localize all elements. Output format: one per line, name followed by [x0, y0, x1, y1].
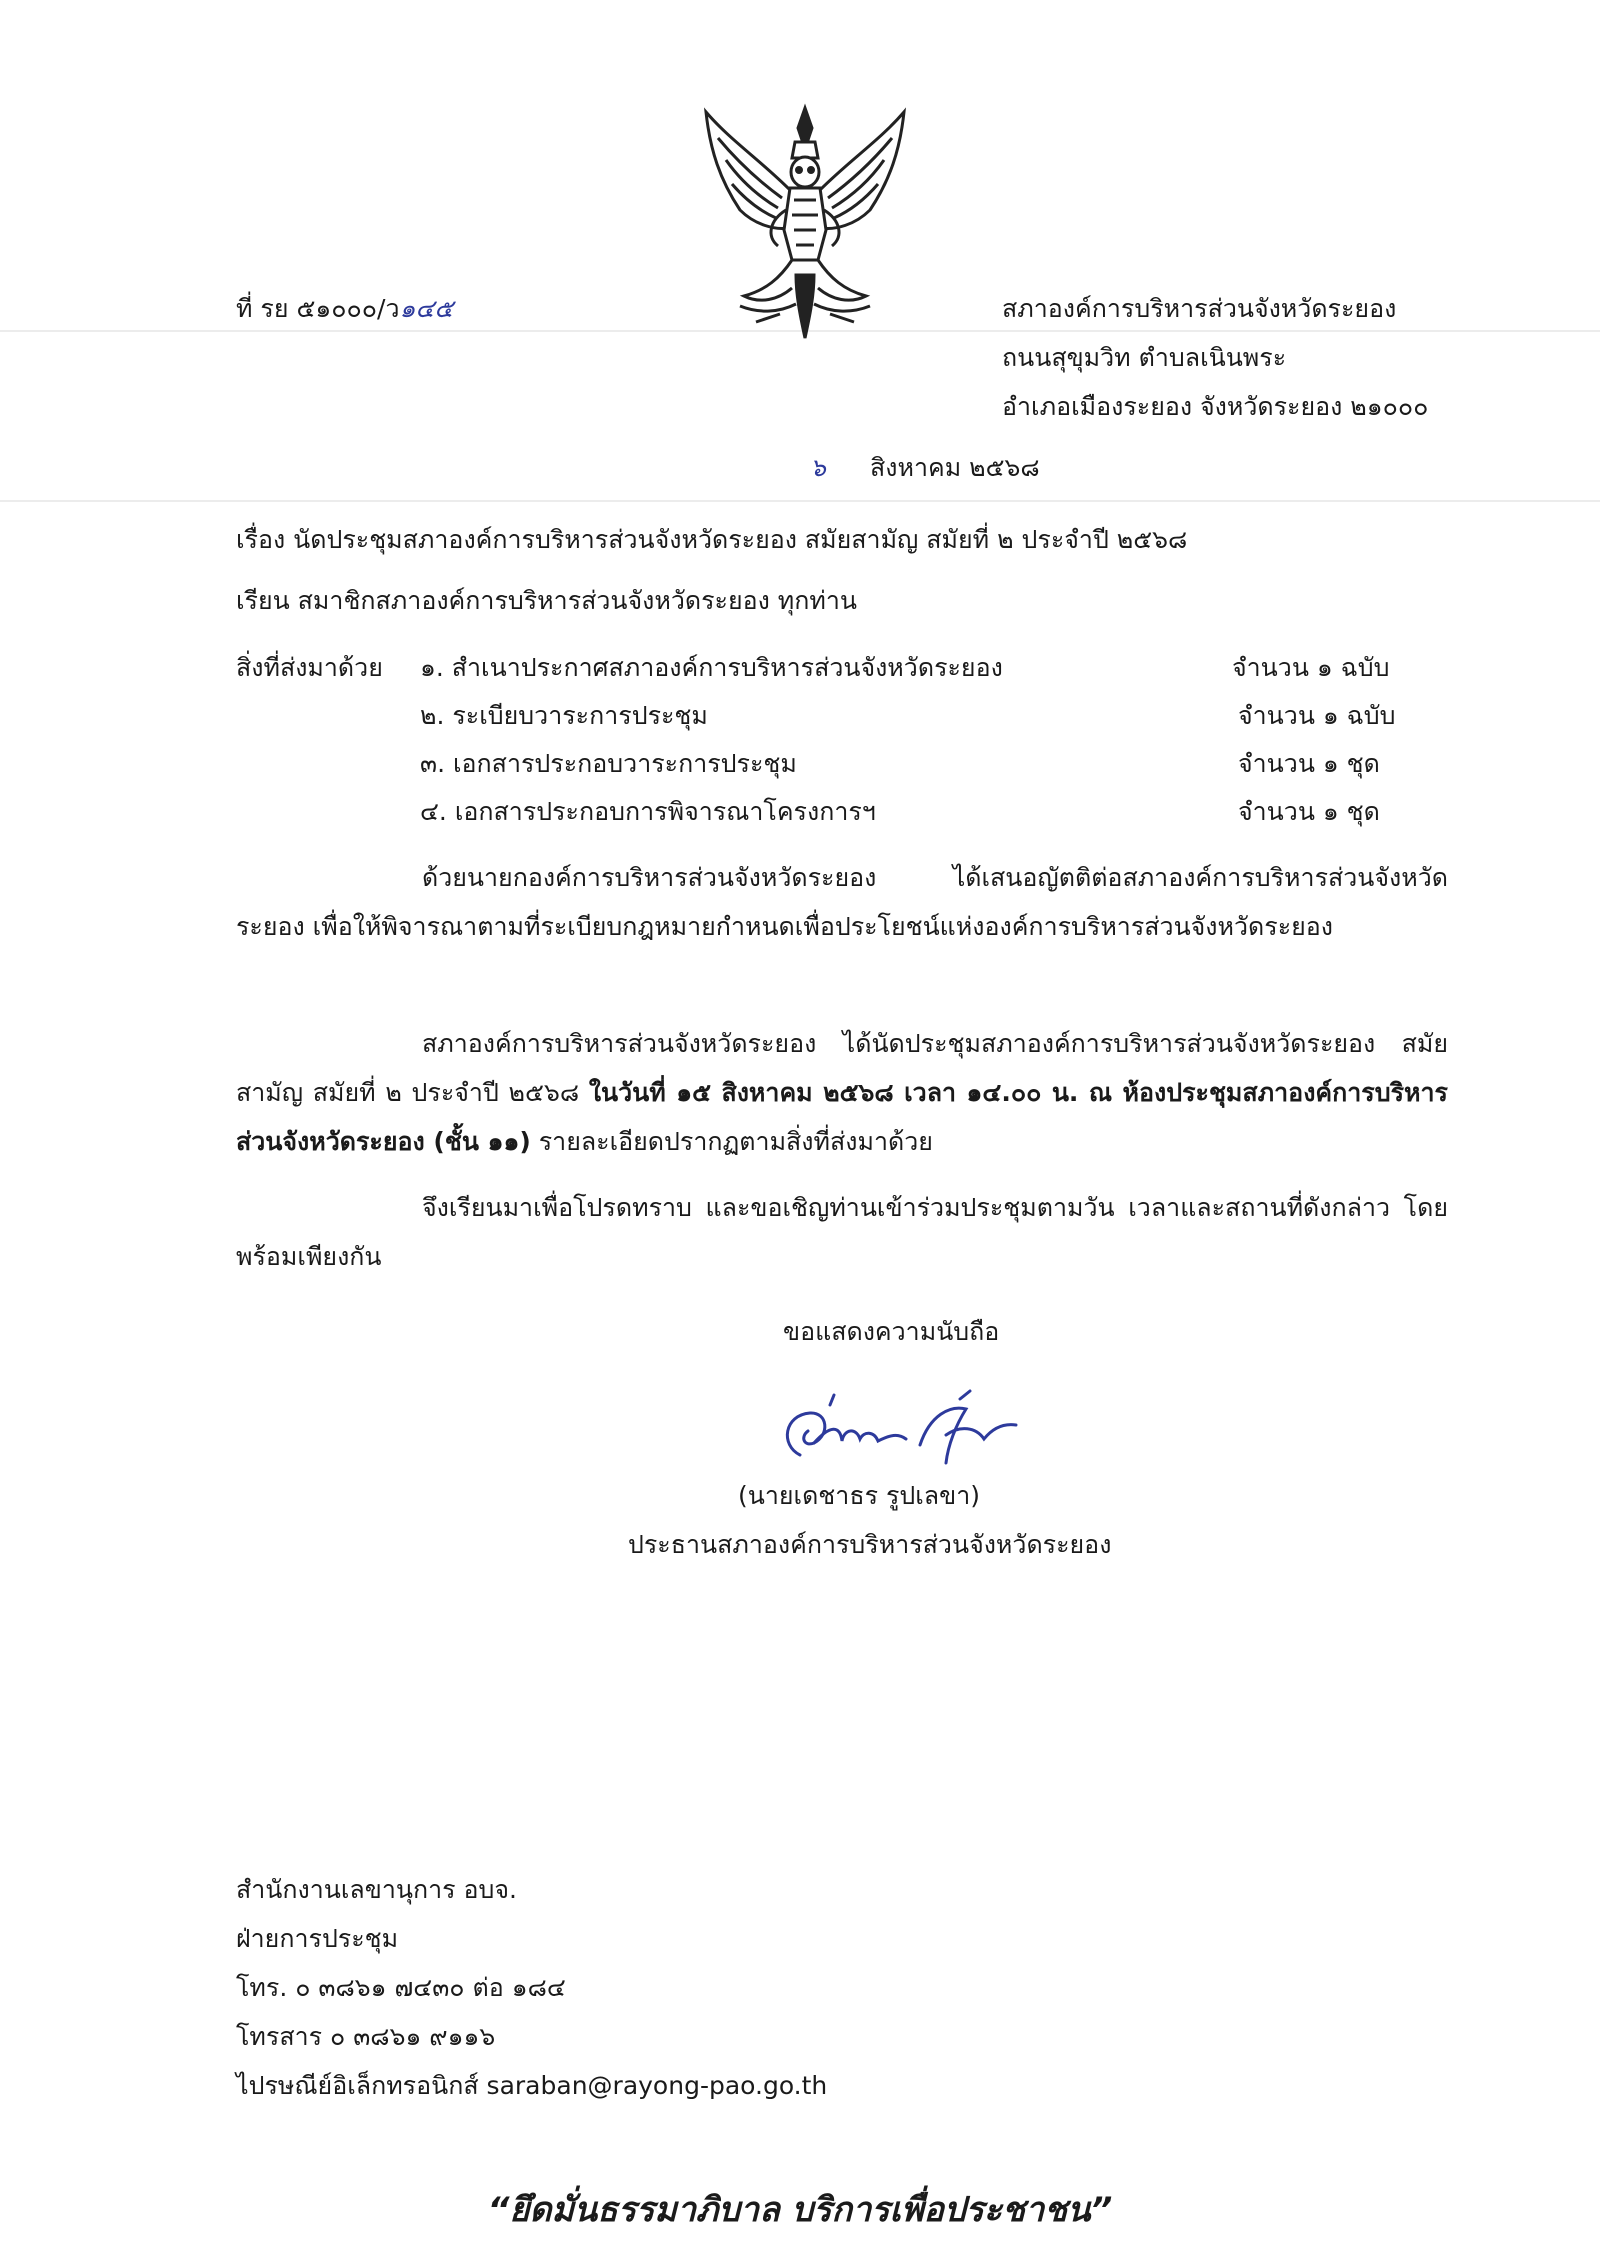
subject-line	[236, 524, 1187, 557]
subject-text: นัดประชุมสภาองค์การบริหารส่วนจังหวัดระยอง สมัยสามัญ สมัยที่ ๒ ประจำปี ๒๕๖๘	[293, 525, 1188, 554]
body-paragraph-1: ด้วยนายกองค์การบริหารส่วนจังหวัดระยอง ได้เสนอญัตติต่อสภาองค์การบริหารส่วนจังหวัดระยอง เพื่อให้พิจารณาตามที่ระเบียบกฎหมายกำหนดเพื่อประโยชน์แห่งองค์การบริหารส่วนจังหวัดระยอง	[236, 863, 1448, 941]
signer-position: ประธานสภาองค์การบริหารส่วนจังหวัดระยอง	[628, 1530, 1112, 1559]
enclosure-qty: จำนวน ๑ ชุด	[1238, 749, 1380, 778]
enclosure-item: ๒. ระเบียบวาระการประชุม	[420, 701, 708, 730]
contact-office: สำนักงานเลขานุการ อบจ.	[236, 1875, 517, 1904]
signature-icon	[770, 1385, 1030, 1475]
meeting-details: ในวันที่ ๑๕ สิงหาคม ๒๕๖๘ เวลา ๑๔.๐๐ น. ณ ห้องประชุมสภาองค์การบริหารส่วนจังหวัดระยอง (ชั้น ๑๑)	[236, 1078, 1448, 1156]
org-address-line2: ถนนสุขุมวิท ตำบลเนินพระ	[1002, 343, 1287, 372]
enclosure-item: ๓. เอกสารประกอบวาระการประชุม	[420, 749, 797, 778]
enclosure-item: ๔. เอกสารประกอบการพิจารณาโครงการฯ	[420, 797, 876, 826]
body-paragraph-3: จึงเรียนมาเพื่อโปรดทราบ และขอเชิญท่านเข้าร่วมประชุมตามวัน เวลาและสถานที่ดังกล่าว โดยพร้อมเพียงกัน	[236, 1193, 1448, 1271]
contact-phone: โทร. ๐ ๓๘๖๑ ๗๔๓๐ ต่อ ๑๘๔	[236, 1973, 566, 2002]
page-fold-line	[0, 500, 1600, 502]
contact-division: ฝ่ายการประชุม	[236, 1924, 399, 1953]
enclosures-label: สิ่งที่ส่งมาด้วย	[236, 653, 383, 682]
closing-text: ขอแสดงความนับถือ	[783, 1317, 1000, 1346]
org-address-line1: สภาองค์การบริหารส่วนจังหวัดระยอง	[1002, 294, 1397, 323]
document-date	[810, 452, 1040, 485]
org-address-line3: อำเภอเมืองระยอง จังหวัดระยอง ๒๑๐๐๐	[1002, 392, 1429, 421]
contact-email: ไปรษณีย์อิเล็กทรอนิกส์ saraban@rayong-pao.go.th	[236, 2071, 828, 2100]
date-day-handwritten: ๖	[810, 453, 826, 482]
enclosure-item: ๑. สำเนาประกาศสภาองค์การบริหารส่วนจังหวัดระยอง	[420, 653, 1003, 682]
contact-fax: โทรสาร ๐ ๓๘๖๑ ๙๑๑๖	[236, 2022, 496, 2051]
recipient-label: เรียน	[236, 586, 290, 615]
document-number-handwritten: ๑๔๕	[399, 294, 454, 323]
subject-label: เรื่อง	[236, 525, 286, 554]
footer-slogan: “ยึดมั่นธรรมาภิบาล บริการเพื่อประชาชน”	[487, 2190, 1113, 2230]
enclosure-qty: จำนวน ๑ ชุด	[1238, 797, 1380, 826]
enclosure-qty: จำนวน ๑ ฉบับ	[1238, 701, 1396, 730]
recipient-text: สมาชิกสภาองค์การบริหารส่วนจังหวัดระยอง ทุกท่าน	[297, 586, 858, 615]
signer-name: (นายเดชาธร รูปเลขา)	[738, 1481, 980, 1510]
recipient-line	[236, 585, 857, 618]
date-month-year: สิงหาคม ๒๕๖๘	[870, 453, 1040, 482]
garuda-emblem-icon	[700, 100, 910, 350]
document-number: ที่ รย ๕๑๐๐๐/ว๑๔๕	[236, 294, 454, 323]
body-paragraph-2: สภาองค์การบริหารส่วนจังหวัดระยอง ได้นัดประชุมสภาองค์การบริหารส่วนจังหวัดระยอง สมัยสามัญ สมัยที่ ๒ ประจำปี ๒๕๖๘ ในวันที่ ๑๕ สิงหาคม ๒๕๖๘ เวลา ๑๔.๐๐ น. ณ ห้องประชุมสภาองค์การบริหารส่วนจังหวัดระยอง (ชั้น ๑๑) รายละเอียดปรากฏตามสิ่งที่ส่งมาด้วย	[236, 1029, 1448, 1156]
enclosure-qty: จำนวน ๑ ฉบับ	[1232, 653, 1390, 682]
